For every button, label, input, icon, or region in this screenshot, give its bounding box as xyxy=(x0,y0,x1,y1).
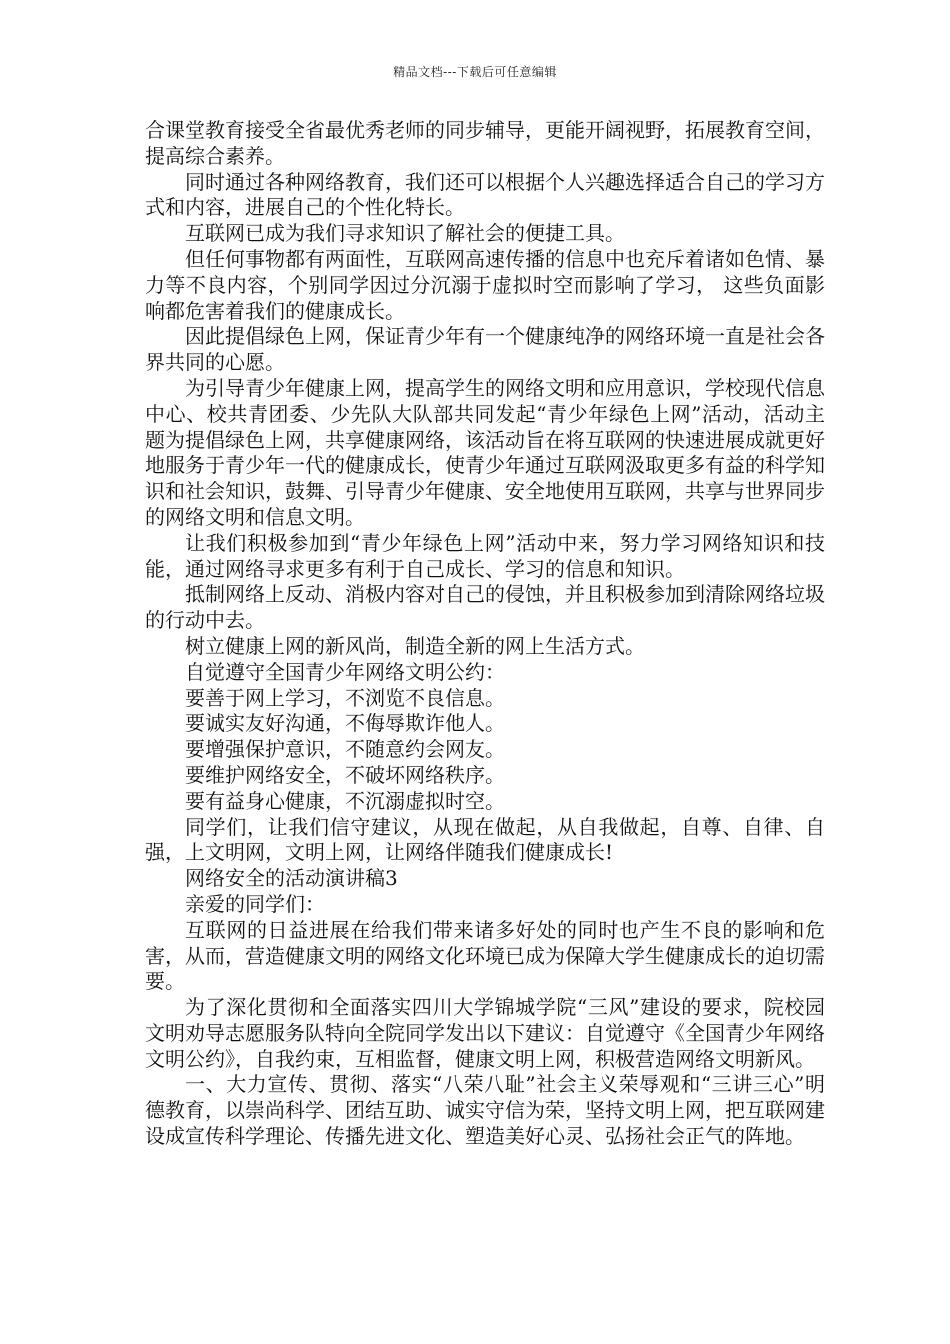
paragraph: 互联网已成为我们寻求知识了解社会的便捷工具。 xyxy=(185,221,625,246)
pledge-item: 要诚实友好沟通，不侮辱欺诈他人。 xyxy=(185,711,505,736)
paragraph: 树立健康上网的新风尚，制造全新的网上生活方式。 xyxy=(185,633,645,658)
paragraph: 但任何事物都有两面性，互联网高速传播的信息中也充斥着诸如色情、暴力等不良内容，个别同学因过分沉溺于虚拟时空而影响了学习， 这些负面影响都危害着我们的健康成长。 xyxy=(145,246,825,323)
page-header: 精品文档---下载后可任意编辑 xyxy=(393,65,557,79)
pledge-item: 要维护网络安全，不破坏网络秩序。 xyxy=(185,762,505,787)
paragraph: 自觉遵守全国青少年网络文明公约： xyxy=(185,659,505,684)
paragraph: 让我们积极参加到“青少年绿色上网”活动中来，努力学习网络知识和技能，通过网络寻求更多有利于自己成长、学习的信息和知识。 xyxy=(145,530,825,581)
paragraph: 合课堂教育接受全省最优秀老师的同步辅导，更能开阔视野，拓展教育空间，提高综合素养。 xyxy=(145,118,825,168)
document-body xyxy=(145,118,825,1150)
pledge-item: 要增强保护意识，不随意约会网友。 xyxy=(185,737,505,762)
paragraph: 互联网的日益进展在给我们带来诸多好处的同时也产生不良的影响和危害，从而，营造健康文明的网络文化环境已成为保障大学生健康成长的迫切需要。 xyxy=(145,917,825,994)
paragraph: 为引导青少年健康上网，提高学生的网络文明和应用意识，学校现代信息中心、校共青团委、少先队大队部共同发起“青少年绿色上网”活动，活动主题为提倡绿色上网，共享健康网络，该活动旨在将互联网的快速进展成就更好地服务于青少年一代的健康成长，使青少年通过互联网汲取更多有益的科学知识和社会知识，鼓舞、引导青少年健康、安全地使用互联网，共享与世界同步的网络文明和信息文明。 xyxy=(145,375,825,529)
paragraph: 一、大力宣传、贯彻、落实“八荣八耻”社会主义荣辱观和“三讲三心”明德教育，以崇尚科学、团结互助、诚实守信为荣，坚持文明上网，把互联网建设成宣传科学理论、传播先进文化、塑造美好心灵、弘扬社会正气的阵地。 xyxy=(145,1072,825,1149)
paragraph: 因此提倡绿色上网，保证青少年有一个健康纯净的网络环境一直是社会各界共同的心愿。 xyxy=(145,324,825,375)
pledge-item: 要善于网上学习，不浏览不良信息。 xyxy=(185,685,505,710)
paragraph: 抵制网络上反动、消极内容对自己的侵蚀，并且积极参加到清除网络垃圾的行动中去。 xyxy=(145,582,825,633)
pledge-item: 要有益身心健康，不沉溺虚拟时空。 xyxy=(185,788,505,813)
paragraph: 为了深化贯彻和全面落实四川大学锦城学院“三风”建设的要求，院校园文明劝导志愿服务队特向全院同学发出以下建议：自觉遵守《全国青少年网络文明公约》，自我约束，互相监督，健康文明上网，积极营造网络文明新风。 xyxy=(145,995,825,1071)
salutation: 亲爱的同学们： xyxy=(185,891,325,916)
paragraph: 同时通过各种网络教育，我们还可以根据个人兴趣选择适合自己的学习方式和内容，进展自己的个性化特长。 xyxy=(145,169,825,220)
paragraph: 同学们，让我们信守建议，从现在做起，从自我做起，自尊、自律、自强，上文明网，文明上网，让网络伴随我们健康成长! xyxy=(145,814,825,865)
section-title: 网络安全的活动演讲稿3 xyxy=(185,866,398,891)
